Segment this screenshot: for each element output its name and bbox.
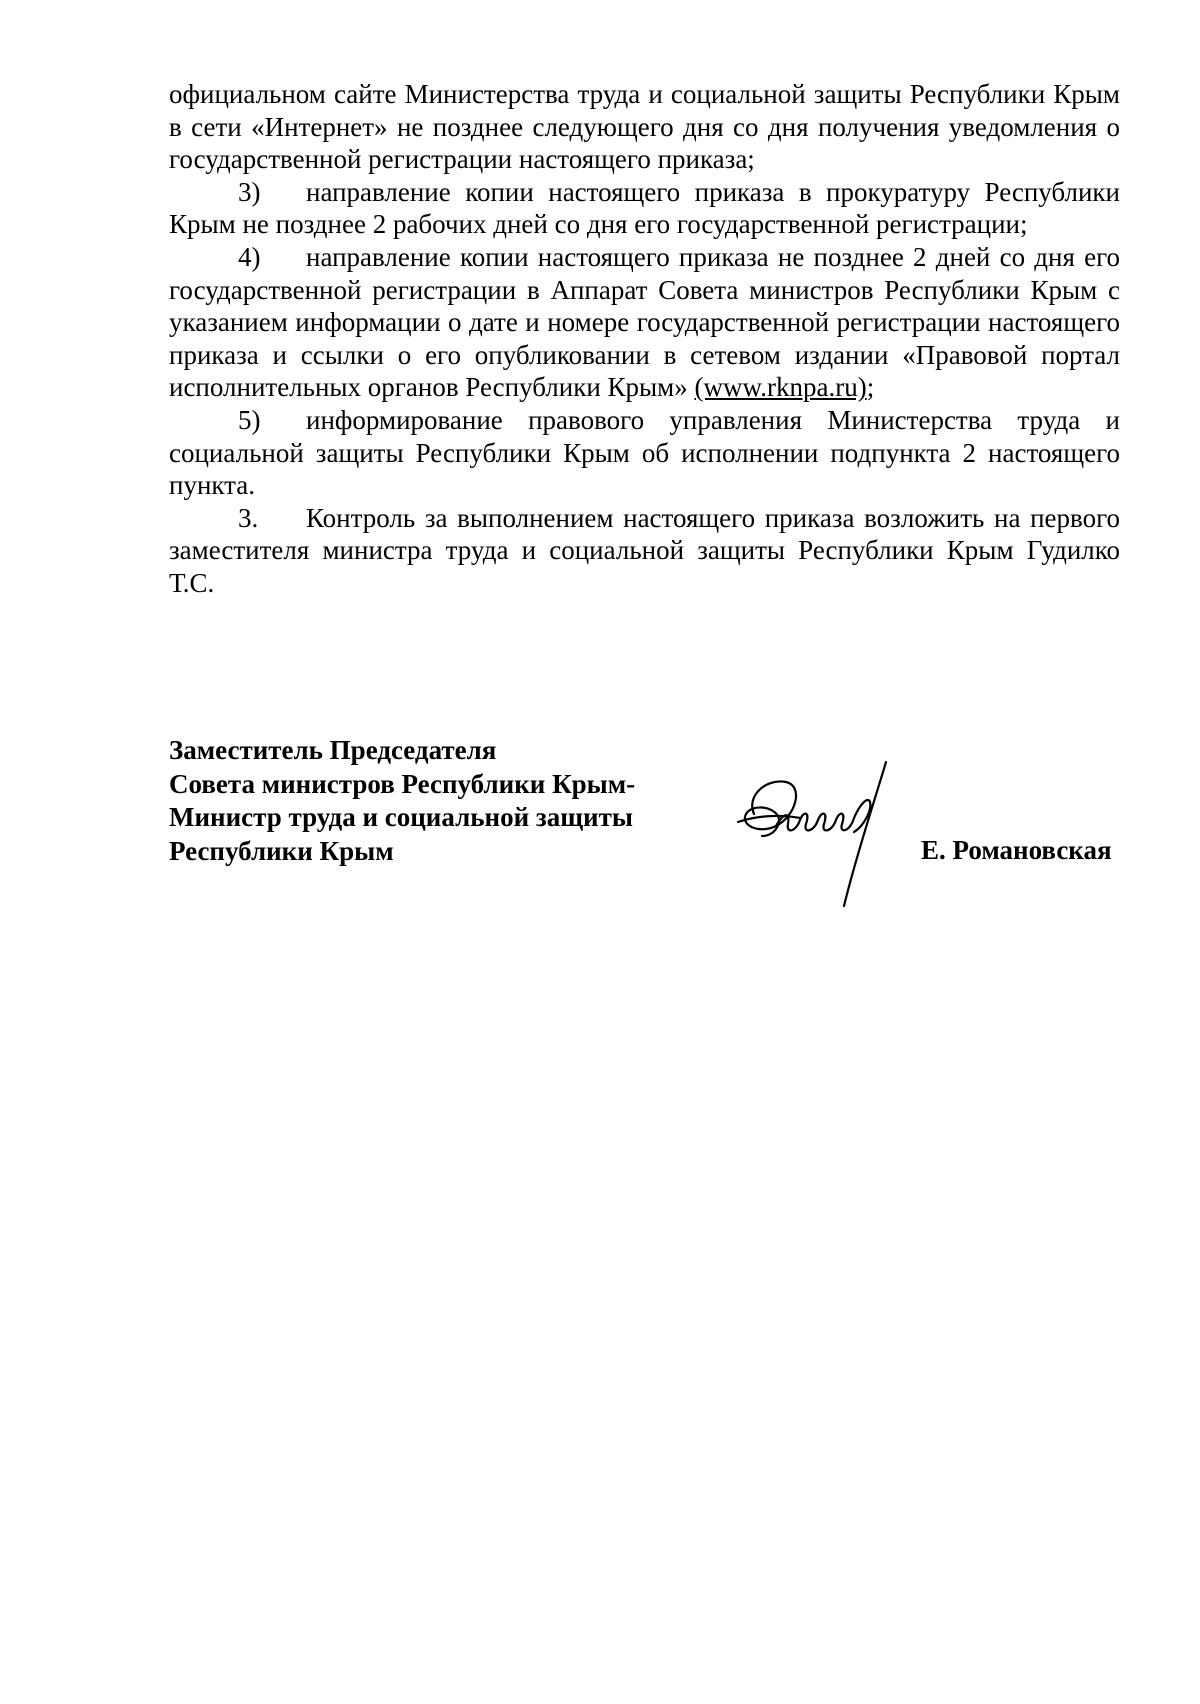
signatory-title-line: Заместитель Председателя [169,735,497,765]
paragraph-continuation: официальном сайте Министерства труда и социальной защиты Республики Крым в сети «Интернет» не позднее следующего дня со дня получения уведомления о государственной регистрации настоящего приказа; [169,79,1120,175]
signatory-title-line: Министр труда и социальной защиты [169,802,633,832]
point-number: 3. [238,502,259,533]
list-item-tail: ; [866,372,875,403]
list-item-number: 5) [238,404,261,435]
point-3 [169,502,1120,600]
signatory-title [169,734,635,868]
website-link[interactable]: (www.rknpa.ru) [694,372,867,403]
list-item-4 [169,241,1120,404]
list-item-number: 4) [238,241,261,272]
list-item-text: информирование правового управления Министерства труда и социальной защиты Республики Крым об исполнении подпункта 2 настоящего пункта. [169,404,1120,501]
list-item-5 [169,404,1120,502]
list-item-text: направление копии настоящего приказа не позднее 2 дней со дня его государственной регистрации в Аппарат Совета министров Республики Крым с указанием информации о дате и номере государственной регистрации настоящего приказа и ссылки о его опубликовании в сетевом издании «Правовой портал исполнительных органов Республики Крым» [169,241,1120,403]
signatory-title-line: Совета министров Республики Крым- [169,768,636,799]
list-item-text: направление копии настоящего приказа в прокуратуру Республики Крым не позднее 2 рабочих дней со дня его государственной регистрации; [169,176,1120,240]
list-item-number: 3) [238,176,261,207]
signatory-name: Е. Романовская [921,835,1112,865]
document-body [169,78,1120,600]
list-item-3 [169,176,1120,241]
point-text: Контроль за выполнением настоящего приказа возложить на первого заместителя министра труда и социальной защиты Республики Крым Гудилко Т.С. [169,502,1120,598]
signatory-title-line: Республики Крым [169,835,394,866]
handwritten-signature-icon [726,756,926,916]
